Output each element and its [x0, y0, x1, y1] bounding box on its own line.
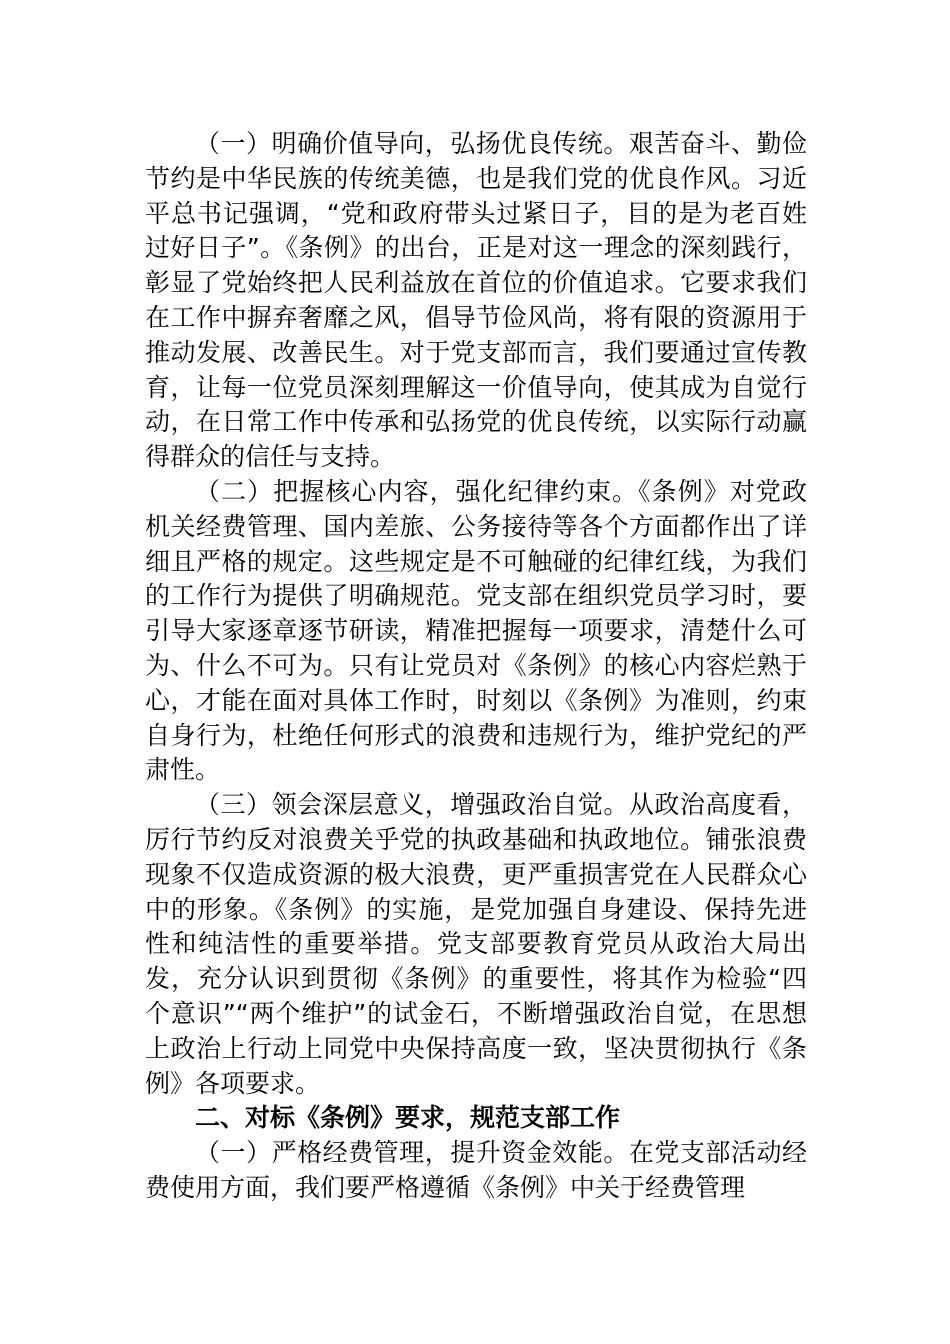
paragraph-core-content: （二）把握核心内容，强化纪律约束。《条例》对党政机关经费管理、国内差旅、公务接待等各个方面都作出了详细且严格的规定。这些规定是不可触碰的纪律红线，为我们的工作行为提供了明确规范。党支部在组织党员学习时，要引导大家逐章逐节研读，精准把握每一项要求，清楚什么可为、什么不可为。只有让党员对《条例》的核心内容烂熟于心，才能在面对具体工作时，时刻以《条例》为准则，约束自身行为，杜绝任何形式的浪费和违规行为，维护党纪的严肃性。: [145, 476, 807, 785]
paragraph-value-orientation: （一）明确价值导向，弘扬优良传统。艰苦奋斗、勤俭节约是中华民族的传统美德，也是我们党的优良作风。习近平总书记强调，“党和政府带头过紧日子，目的是为老百姓过好日子”。《条例》的出台，正是对这一理念的深刻践行，彰显了党始终把人民利益放在首位的价值追求。它要求我们在工作中摒弃奢靡之风，倡导节俭风尚，将有限的资源用于推动发展、改善民生。对于党支部而言，我们要通过宣传教育，让每一位党员深刻理解这一价值导向，使其成为自觉行动，在日常工作中传承和弘扬党的优良传统，以实际行动赢得群众的信任与支持。: [145, 129, 807, 472]
paragraph-political-awareness: （三）领会深层意义，增强政治自觉。从政治高度看，厉行节约反对浪费关乎党的执政基础和执政地位。铺张浪费现象不仅造成资源的极大浪费，更严重损害党在人民群众心中的形象。《条例》的实施，是党加强自身建设、保持先进性和纯洁性的重要举措。党支部要教育党员从政治大局出发，充分认识到贯彻《条例》的重要性，将其作为检验“四个意识”“两个维护”的试金石，不断增强政治自觉，在思想上政治上行动上同党中央保持高度一致，坚决贯彻执行《条例》各项要求。: [145, 790, 807, 1098]
paragraph-fund-management: （一）严格经费管理，提升资金效能。在党支部活动经费使用方面，我们要严格遵循《条例》中关于经费管理: [145, 1138, 807, 1202]
section-heading: 二、对标《条例》要求，规范支部工作: [195, 1103, 621, 1133]
document-page: [145, 127, 807, 1206]
